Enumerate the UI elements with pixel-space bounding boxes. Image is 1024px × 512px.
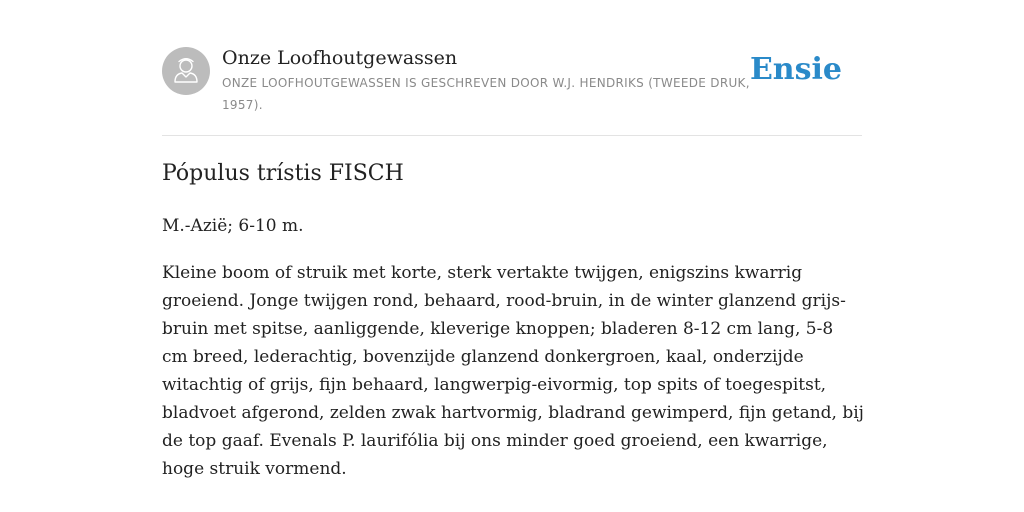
source-info [222, 44, 752, 116]
brand-logo-link[interactable]: Ensie [749, 52, 842, 87]
entry-body: Kleine boom of struik met korte, sterk vertakte twijgen, enigszins kwarrig groeiend. Jonge twijgen rond, behaard, rood-bruin, in de winter glanzend grijs-bruin met spitse, aanliggende, kleverige knoppen; bladeren 8-12 cm lang, 5-8 cm breed, lederachtig, bovenzijde glanzend donkergroen, kaal, onderzijde witachtig of grijs, fijn behaard, langwerpig-eivormig, top spits of toegespitst, bladvoet afgerond, zelden zwak hartvormig, bladrand gewimperd, fijn getand, bij de top gaaf. Evenals P. laurifólia bij ons minder goed groeiend, een kwarrige, hoge struik vormend. [162, 263, 864, 479]
source-description: ONZE LOOFHOUTGEWASSEN IS GESCHREVEN DOOR W.J. HENDRIKS (TWEEDE DRUK, 1957). [222, 76, 750, 112]
source-header [162, 0, 862, 136]
entry-meta: M.-Azië; 6-10 m. [162, 216, 304, 236]
page-container [162, 0, 864, 479]
entry-title: Pópulus trístis FISCH [162, 161, 404, 186]
source-title[interactable]: Onze Loofhoutgewassen [222, 47, 458, 69]
avatar[interactable] [162, 47, 210, 95]
user-silhouette-icon [162, 47, 210, 95]
